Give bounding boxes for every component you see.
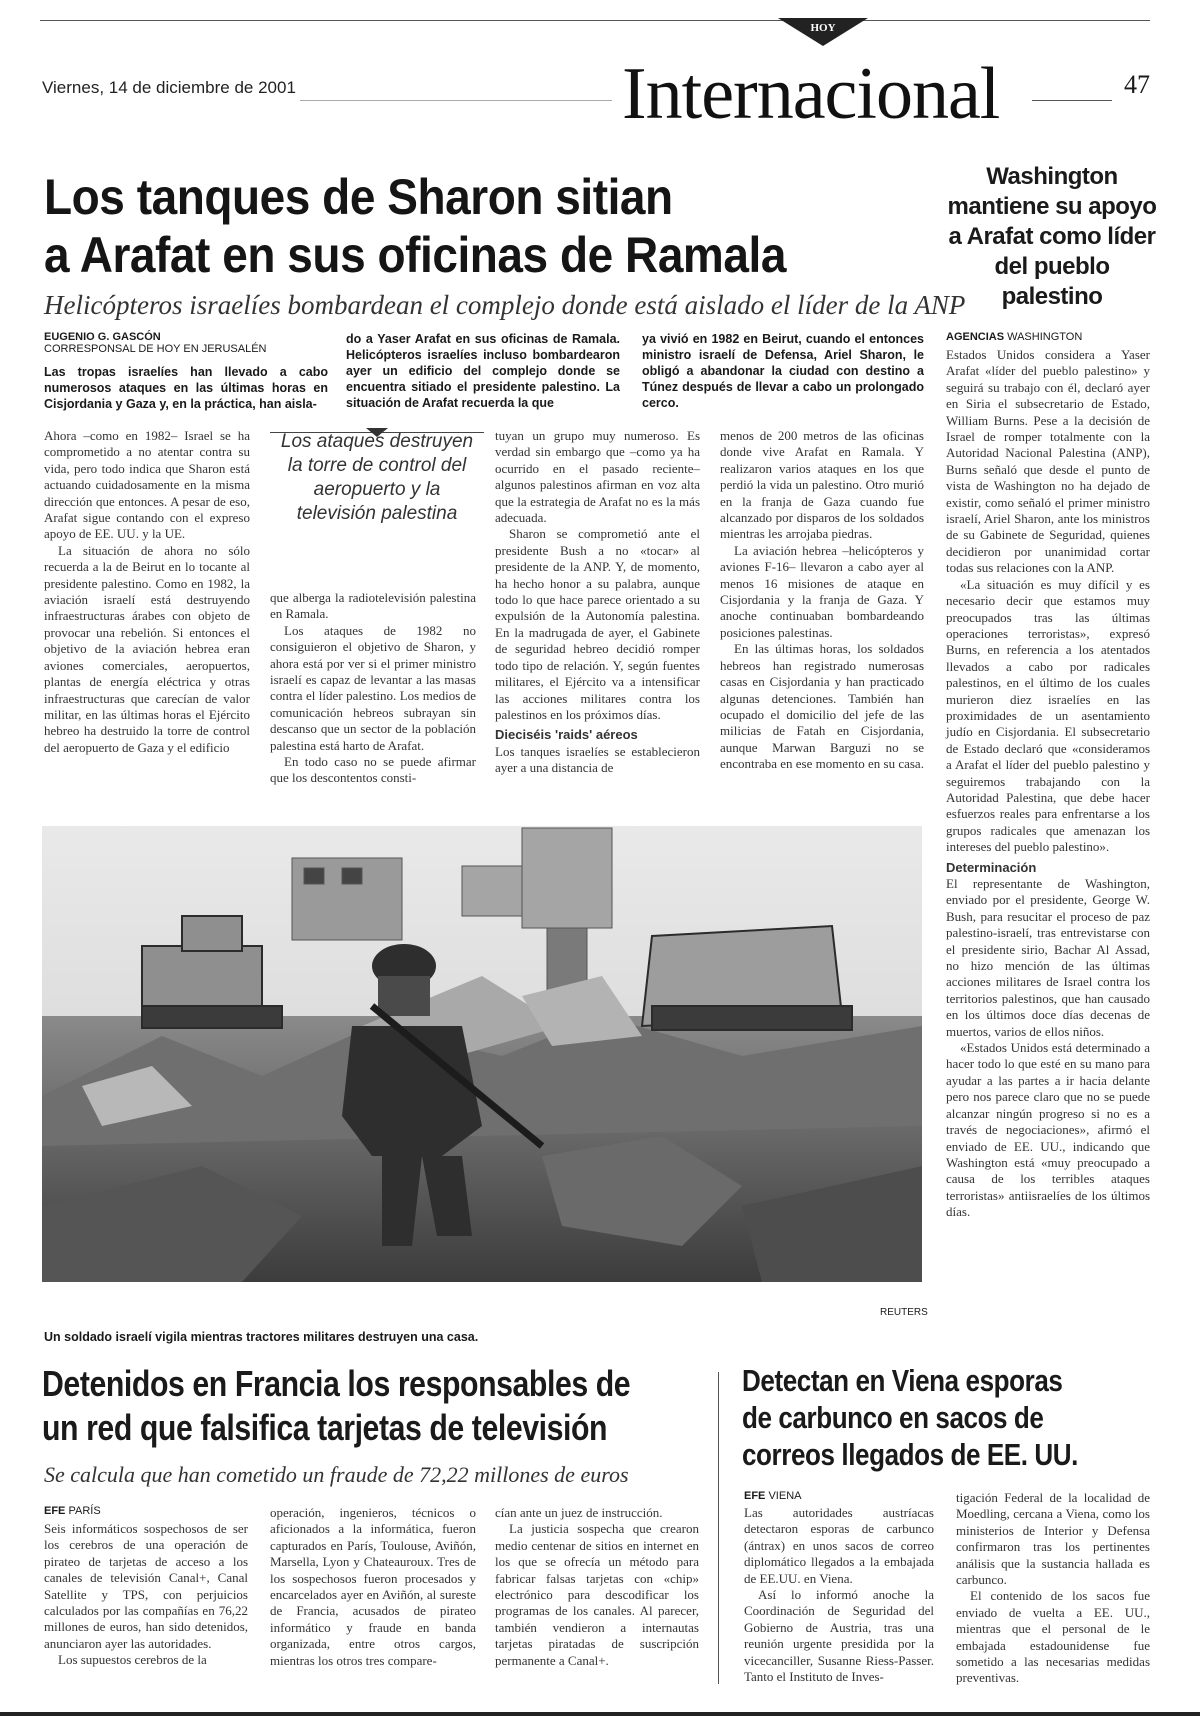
main-byline (44, 331, 328, 355)
page-bottom-rule (0, 1712, 1200, 1716)
france-headline-line2: un red que falsifica tarjetas de televisión (42, 1407, 608, 1448)
vienna-col1-p1: Las autoridades austríacas detectaron esporas de carbunco (ántrax) en unos sacos de correo diplomático llegados a la embajada de EE.UU. en Viena. (744, 1505, 934, 1586)
main-col1 (44, 428, 250, 756)
france-col1 (44, 1521, 248, 1669)
france-byline (44, 1505, 101, 1517)
top-rule (40, 20, 1150, 21)
side-headline: Washington mantiene su apoyo a Arafat como líder del pueblo palestino (947, 163, 1157, 310)
pullquote: Los ataques destruyen la torre de control del aeropuerto y la televisión palestina (280, 431, 474, 524)
side-p3: El representante de Washington, enviado por el presidente, George W. Bush, para resucitar el proceso de paz palestino-israelí, tras entrevistarse con el presidente sirio, Bachar Al Assad, no hizo mención de las últimas acciones militares de Israel contra los territorios palestinos, que han causado en los últimos doce días decenas de muertos, varios de ellos niños. (946, 876, 1150, 1039)
column-divider (718, 1372, 719, 1684)
main-col2 (270, 590, 476, 787)
main-headline-line1: Los tanques de Sharon sitian (44, 169, 673, 225)
watch-tower-left (292, 858, 402, 940)
vienna-headline-line1: Detectan en Viena esporas (742, 1363, 1063, 1398)
main-col4-p1: menos de 200 metros de las oficinas donde vive Arafat en Ramala. Y realizaron varios ataques en los que perdió la vida un palestino. Otro murió en la franja de Gaza cuando fue alcanzado por disparos de los soldados mientras les arrojaba piedras. (720, 428, 924, 542)
vienna-byline (744, 1490, 801, 1502)
hoy-badge-logo (778, 18, 868, 46)
section-title: Internacional (622, 53, 1000, 135)
side-byline-city: WASHINGTON (1007, 331, 1083, 343)
byline-role: CORRESPONSAL DE HOY EN JERUSALÉN (44, 343, 267, 355)
page-number: 47 (1124, 70, 1150, 99)
main-col3-p2: Sharon se comprometió ante el presidente Bush a no «tocar» al presidente de la ANP. Y, de momento, ha hecho honor a su palabra, aunque todo lo que hace parece orientado a su expulsión de la Autonomía palestina. En la madrugada de ayer, el Gabinete de seguridad hebreo decidió romper todo tipo de relación. Y, según fuentes militares, el Ejército va a intensificar las acciones militares contra los palestinos en los próximos días. (495, 526, 700, 722)
main-headline (44, 168, 786, 284)
photo-caption: Un soldado israelí vigila mientras tractores militares destruyen una casa. (44, 1330, 479, 1344)
main-col3 (495, 428, 700, 777)
main-col4-p2: La aviación hebrea –helicópteros y aviones F-16– llevaron a cabo ayer al menos 16 misiones de ataque en Cisjordania y la franja de Gaza. Y anoche continuaban bombardeando posiciones palestinas. (720, 542, 924, 640)
vienna-col1 (744, 1505, 934, 1685)
byline-author: EUGENIO G. GASCÓN (44, 331, 161, 343)
france-headline (42, 1362, 630, 1450)
main-col4 (720, 428, 924, 773)
side-p2: «La situación es muy difícil y es necesario decir que estamos muy preocupados tras las últimas operaciones terroristas», expresó Burns, en referencia a los atentados llevados a cabo por radicales palestinos, en el último de los cuales murieron diez israelíes en las proximidades de un asentamiento judío en Cisjordania. El subsecretario de Estado declaró que «consideramos a Arafat el líder del pueblo palestino y seguiremos trabajando con la Autoridad Palestina, que debe hacer esfuerzos reales para enfrentarse a los grupos radicales que amenazan los intereses del pueblo palestino». (946, 576, 1150, 855)
main-col3-p1: tuyan un grupo muy numeroso. Es verdad sin embargo que –como ya ha ocurrido en el pasado reciente– algunos palestinos afirman en voz alta que la estrategia de Arafat no es la más adecuada. (495, 428, 700, 526)
side-p4: «Estados Unidos está determinado a hacer todo lo que esté en su mano para ayudar a las partes a ir hacia delante pero nos parece claro que no se puede alcanzar ningún progreso si no es a través de negociaciones», afirmó el enviado de EE. UU., indicando que Washington está «muy preocupado a causa de los terribles ataques terroristas» antiisraelíes de los últimos días. (946, 1040, 1150, 1220)
side-subhead: Determinación (946, 859, 1037, 875)
lead-col3: ya vivió en 1982 en Beirut, cuando el entonces ministro israelí de Defensa, Ariel Sharon, le obligó a abandonar la ciudad con destino a Túnez después de llevar a cabo un prolongado cerco. (642, 332, 924, 410)
side-byline-agency: AGENCIAS (946, 331, 1005, 343)
vienna-headline (742, 1362, 1078, 1473)
photo-credit: REUTERS (880, 1307, 928, 1318)
france-col1-p2: Los supuestos cerebros de la (58, 1652, 207, 1668)
vienna-col2-p1: tigación Federal de la localidad de Moedling, cercana a Viena, como los ministerios de Interior y Defensa confirmaron tras los pertinentes análisis que la sustancia hallada es carbunco. (956, 1490, 1150, 1588)
vienna-headline-line3: correos llegados de EE. UU. (742, 1437, 1078, 1472)
france-col3 (495, 1505, 699, 1669)
vienna-col1-p2: Así lo informó anoche la Coordinación de Seguridad del Gobierno de Austria, tras una reunión urgente presidida por la vicecanciller, Susanne Riess-Passer. Tanto el Instituto de Inves- (744, 1587, 934, 1685)
main-subheadline: Helicópteros israelíes bombardean el complejo donde está aislado el líder de la ANP (44, 290, 966, 320)
hoy-badge-text: HOY (810, 22, 836, 34)
side-p1: Estados Unidos considera a Yaser Arafat «líder del pueblo palestino» y seguirá su trabajo con él, declaró ayer en Siria el subsecretario de Estado, William Burns. Pese a la decisión de Israel de romper totalmente con la Autoridad Nacional Palestina (ANP), Burns señaló que desde el punto de vista de Washington no ha dejado de existir, como señaló el primer ministro israelí, Ariel Sharon, ante los ministros de su Gabinete de Seguridad, quienes decidieron por unanimidad cortar todas sus relaciones con la ANP. (946, 347, 1150, 576)
section-rule-left (300, 100, 612, 101)
main-col2-p1: que alberga la radiotelevisión palestina en Ramala. (270, 590, 476, 622)
france-col3-p2: La justicia sospecha que crearon medio centenar de sitios en internet en los que se ofrecía un método para fabricar falsas tarjetas con «chip» electrónico para descodificar los programas de los canales. Al parecer, también vendieron a internautas tarjetas piratadas de suscripción permanente a Canal+. (495, 1521, 699, 1668)
side-col (946, 347, 1150, 1221)
main-headline-line2: a Arafat en sus oficinas de Ramala (44, 227, 786, 283)
france-byline-agency: EFE (44, 1505, 66, 1517)
main-col2-p3: En todo caso no se puede afirmar que los descontentos consti- (270, 754, 476, 786)
vienna-headline-line2: de carbunco en sacos de (742, 1400, 1044, 1435)
section-rule-right (1032, 100, 1112, 101)
main-col1-p2: La situación de ahora no sólo recuerda a la de Beirut en lo tocante al presidente palestino. Como en 1982, la aviación israelí está destruyendo infraestructuras árabes con objeto de provocar una rebelión. Si entonces el objetivo de la aviación hebrea eran aviones comerciales, aeropuertos, plantas de energía eléctrica y otras infraestructuras que carecían de valor militar, en las últimas horas el Ejército hebreo ha destruido la torre de control del aeropuerto de Gaza y el edificio (44, 542, 250, 755)
france-col2 (270, 1505, 476, 1669)
vienna-col2 (956, 1490, 1150, 1687)
vienna-byline-city: VIENA (768, 1490, 802, 1502)
news-photo (42, 826, 922, 1282)
issue-date: Viernes, 14 de diciembre de 2001 (42, 78, 296, 97)
bulldozer-right (642, 926, 852, 1030)
france-col1-p1: Seis informáticos sospechosos de ser los cerebros de una operación de pirateo de tarjetas de acceso a los canales de televisión Canal+, Canal Satellite y TPS, con perjuicios calculados por las compañías en 76,22 millones de euros, han sido detenidos, anunciaron ayer las autoridades. (44, 1521, 248, 1651)
main-col2-p2: Los ataques de 1982 no consiguieron el objetivo de Sharon, y ahora está por ver si el primer ministro israelí es capaz de levantar a las masas contra el líder palestino. Los medios de comunicación hebreos subrayan sin descanso que un sector de la población palestina está harto de Arafat. (270, 622, 476, 753)
france-col2-p1: operación, ingenieros, técnicos o aficionados a la informática, fueron capturados en París, Toulouse, Aviñón, Marsella, Lyon y Chateauroux. Tres de los sospechosos fueron procesados y encarcelados ayer en Aviñón, al sureste de Francia, acusados de pirateo informático y fraude en banda organizada, entre otros cargos, mientras los otros tres compare- (270, 1505, 476, 1668)
vienna-byline-agency: EFE (744, 1490, 766, 1502)
lead-col2: do a Yaser Arafat en sus oficinas de Ramala. Helicópteros israelíes incluso bombardearon ayer un edificio del complejo donde se encuentra sitiado el presidente palestino. La situación de Arafat recuerda la que (346, 332, 620, 410)
main-col4-p3: En las últimas horas, los soldados hebreos han registrado numerosas casas en Cisjordania y han practicado algunas detenciones. También han ocupado el domicilio del jefe de las milicias de Fatah en Cisjordania, aunque Marwan Barguzi no se encontraba en ese momento en su casa. (720, 641, 924, 772)
main-col1-p1: Ahora –como en 1982– Israel se ha comprometido a no atentar contra su vida, pero todo indica que Sharon está actuando cuidadosamente en la misma dirección que entonces. A pesar de eso, Arafat sigue contando con el expreso apoyo de EE. UU. y la UE. (44, 428, 250, 542)
main-col3-subhead: Dieciséis 'raids' aéreos (495, 727, 638, 743)
france-subheadline: Se calcula que han cometido un fraude de 72,22 millones de euros (44, 1462, 629, 1487)
main-col3-p3: Los tanques israelíes se establecieron ayer a una distancia de (495, 743, 700, 776)
france-headline-line1: Detenidos en Francia los responsables de (42, 1363, 631, 1404)
vienna-col2-p2: El contenido de los sacos fue enviado de vuelta a EE. UU., mientras que el personal de le embajada estadounidense fue sometido a las necesarias medidas preventivas. (956, 1588, 1150, 1686)
france-col3-p1: cían ante un juez de instrucción. (495, 1505, 663, 1520)
lead-col1: Las tropas israelíes han llevado a cabo numerosos ataques en las últimas horas en Cisjordania y Gaza y, en la práctica, han aisla- (44, 365, 328, 411)
france-byline-city: PARÍS (68, 1505, 101, 1517)
side-byline (946, 331, 1082, 343)
